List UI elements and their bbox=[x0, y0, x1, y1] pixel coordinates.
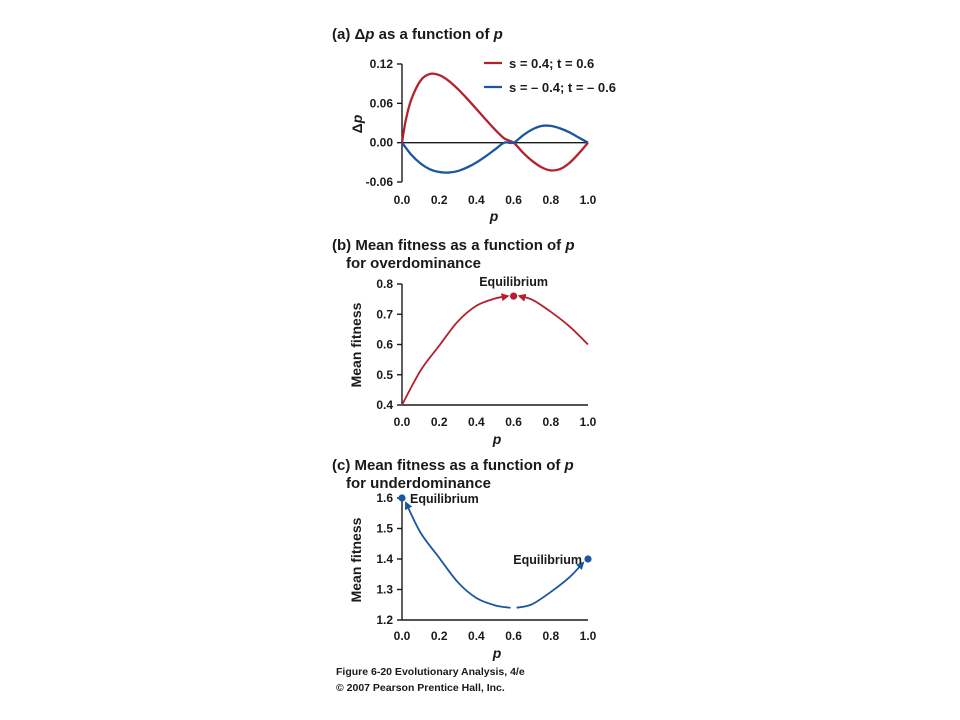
x-tick-label: 0.2 bbox=[430, 193, 448, 207]
y-tick-label: 1.5 bbox=[376, 521, 393, 536]
x-tick-label: 0.4 bbox=[468, 629, 485, 643]
panel-b-title-line2: for overdominance bbox=[346, 255, 482, 272]
y-tick-label: -0.06 bbox=[365, 175, 393, 189]
panel-a-title: (a) Δp as a function of p bbox=[332, 26, 503, 43]
y-tick-label: 0.06 bbox=[369, 96, 393, 111]
panel-b-x-ticks bbox=[394, 415, 597, 429]
panel-c-underdominance bbox=[332, 457, 597, 661]
y-tick-label: 0.6 bbox=[376, 337, 393, 352]
y-tick-label: 0.7 bbox=[376, 307, 393, 322]
x-tick-label: 0.8 bbox=[542, 415, 560, 429]
copyright: © 2007 Pearson Prentice Hall, Inc. bbox=[336, 682, 505, 694]
x-tick-label: 0.6 bbox=[505, 415, 522, 429]
panel-b-title-line1: (b) Mean fitness as a function of p bbox=[332, 237, 575, 254]
panel-c-y-ticks bbox=[376, 491, 402, 627]
panel-c-equilibrium-label-right: Equilibrium bbox=[513, 553, 582, 567]
y-tick-label: 0.12 bbox=[369, 57, 393, 71]
panel-c-curve-left bbox=[406, 503, 511, 608]
panel-a-y-ticks bbox=[366, 57, 402, 189]
y-tick-label: 0.5 bbox=[376, 367, 393, 382]
y-tick-label: 1.3 bbox=[376, 582, 393, 597]
x-tick-label: 0.4 bbox=[468, 193, 485, 207]
panel-c-equilibrium-label-left: Equilibrium bbox=[410, 492, 479, 506]
panel-a-x-label: p bbox=[489, 208, 499, 224]
x-tick-label: 0.6 bbox=[505, 629, 522, 643]
y-tick-label: 1.2 bbox=[376, 613, 393, 627]
x-tick-label: 0.2 bbox=[430, 415, 448, 429]
panel-c-y-label: Mean fitness bbox=[348, 517, 364, 603]
y-tick-label: 0.8 bbox=[376, 277, 393, 291]
y-tick-label: 1.6 bbox=[376, 491, 393, 505]
panel-c-x-label: p bbox=[492, 645, 502, 661]
panel-c-title-line2: for underdominance bbox=[346, 475, 492, 492]
panel-b-y-ticks bbox=[376, 277, 402, 412]
x-tick-label: 0.4 bbox=[468, 415, 485, 429]
panel-c-x-ticks bbox=[394, 629, 597, 643]
x-tick-label: 1.0 bbox=[579, 415, 597, 429]
x-tick-label: 0.0 bbox=[393, 415, 411, 429]
y-tick-label: 0.00 bbox=[369, 135, 393, 150]
panel-c-equilibrium-point-left bbox=[398, 494, 405, 501]
figure-caption: Figure 6-20 Evolutionary Analysis, 4/e bbox=[336, 666, 525, 678]
panel-b-x-label: p bbox=[492, 431, 502, 447]
x-tick-label: 0.2 bbox=[430, 629, 448, 643]
panel-a-y-label: Δp bbox=[349, 114, 365, 134]
panel-c-equilibrium-point-right bbox=[584, 555, 591, 562]
panel-a-x-ticks bbox=[394, 193, 597, 207]
legend-label-red: s = 0.4; t = 0.6 bbox=[509, 56, 595, 71]
panel-b-equilibrium-point bbox=[510, 293, 517, 300]
x-tick-label: 0.0 bbox=[393, 629, 411, 643]
x-tick-label: 1.0 bbox=[579, 193, 597, 207]
panel-b-overdominance bbox=[332, 237, 597, 447]
panel-b-curve-left bbox=[402, 296, 508, 405]
x-tick-label: 0.0 bbox=[393, 193, 411, 207]
panel-b-equilibrium-label: Equilibrium bbox=[479, 275, 548, 290]
x-tick-label: 1.0 bbox=[579, 629, 597, 643]
x-tick-label: 0.8 bbox=[542, 629, 560, 643]
panel-b-curve-right bbox=[520, 296, 588, 344]
panel-c-title-line1: (c) Mean fitness as a function of p bbox=[332, 457, 574, 474]
legend-label-blue: s = – 0.4; t = – 0.6 bbox=[509, 80, 616, 95]
panel-a-series-blue bbox=[402, 126, 588, 173]
panel-c-curve-right bbox=[517, 563, 583, 608]
y-tick-label: 0.4 bbox=[376, 398, 393, 412]
x-tick-label: 0.8 bbox=[542, 193, 560, 207]
panel-b-y-label: Mean fitness bbox=[348, 302, 364, 388]
panel-a-delta-p bbox=[332, 26, 616, 224]
x-tick-label: 0.6 bbox=[505, 193, 522, 207]
panel-a-legend bbox=[484, 56, 616, 95]
y-tick-label: 1.4 bbox=[376, 552, 393, 566]
